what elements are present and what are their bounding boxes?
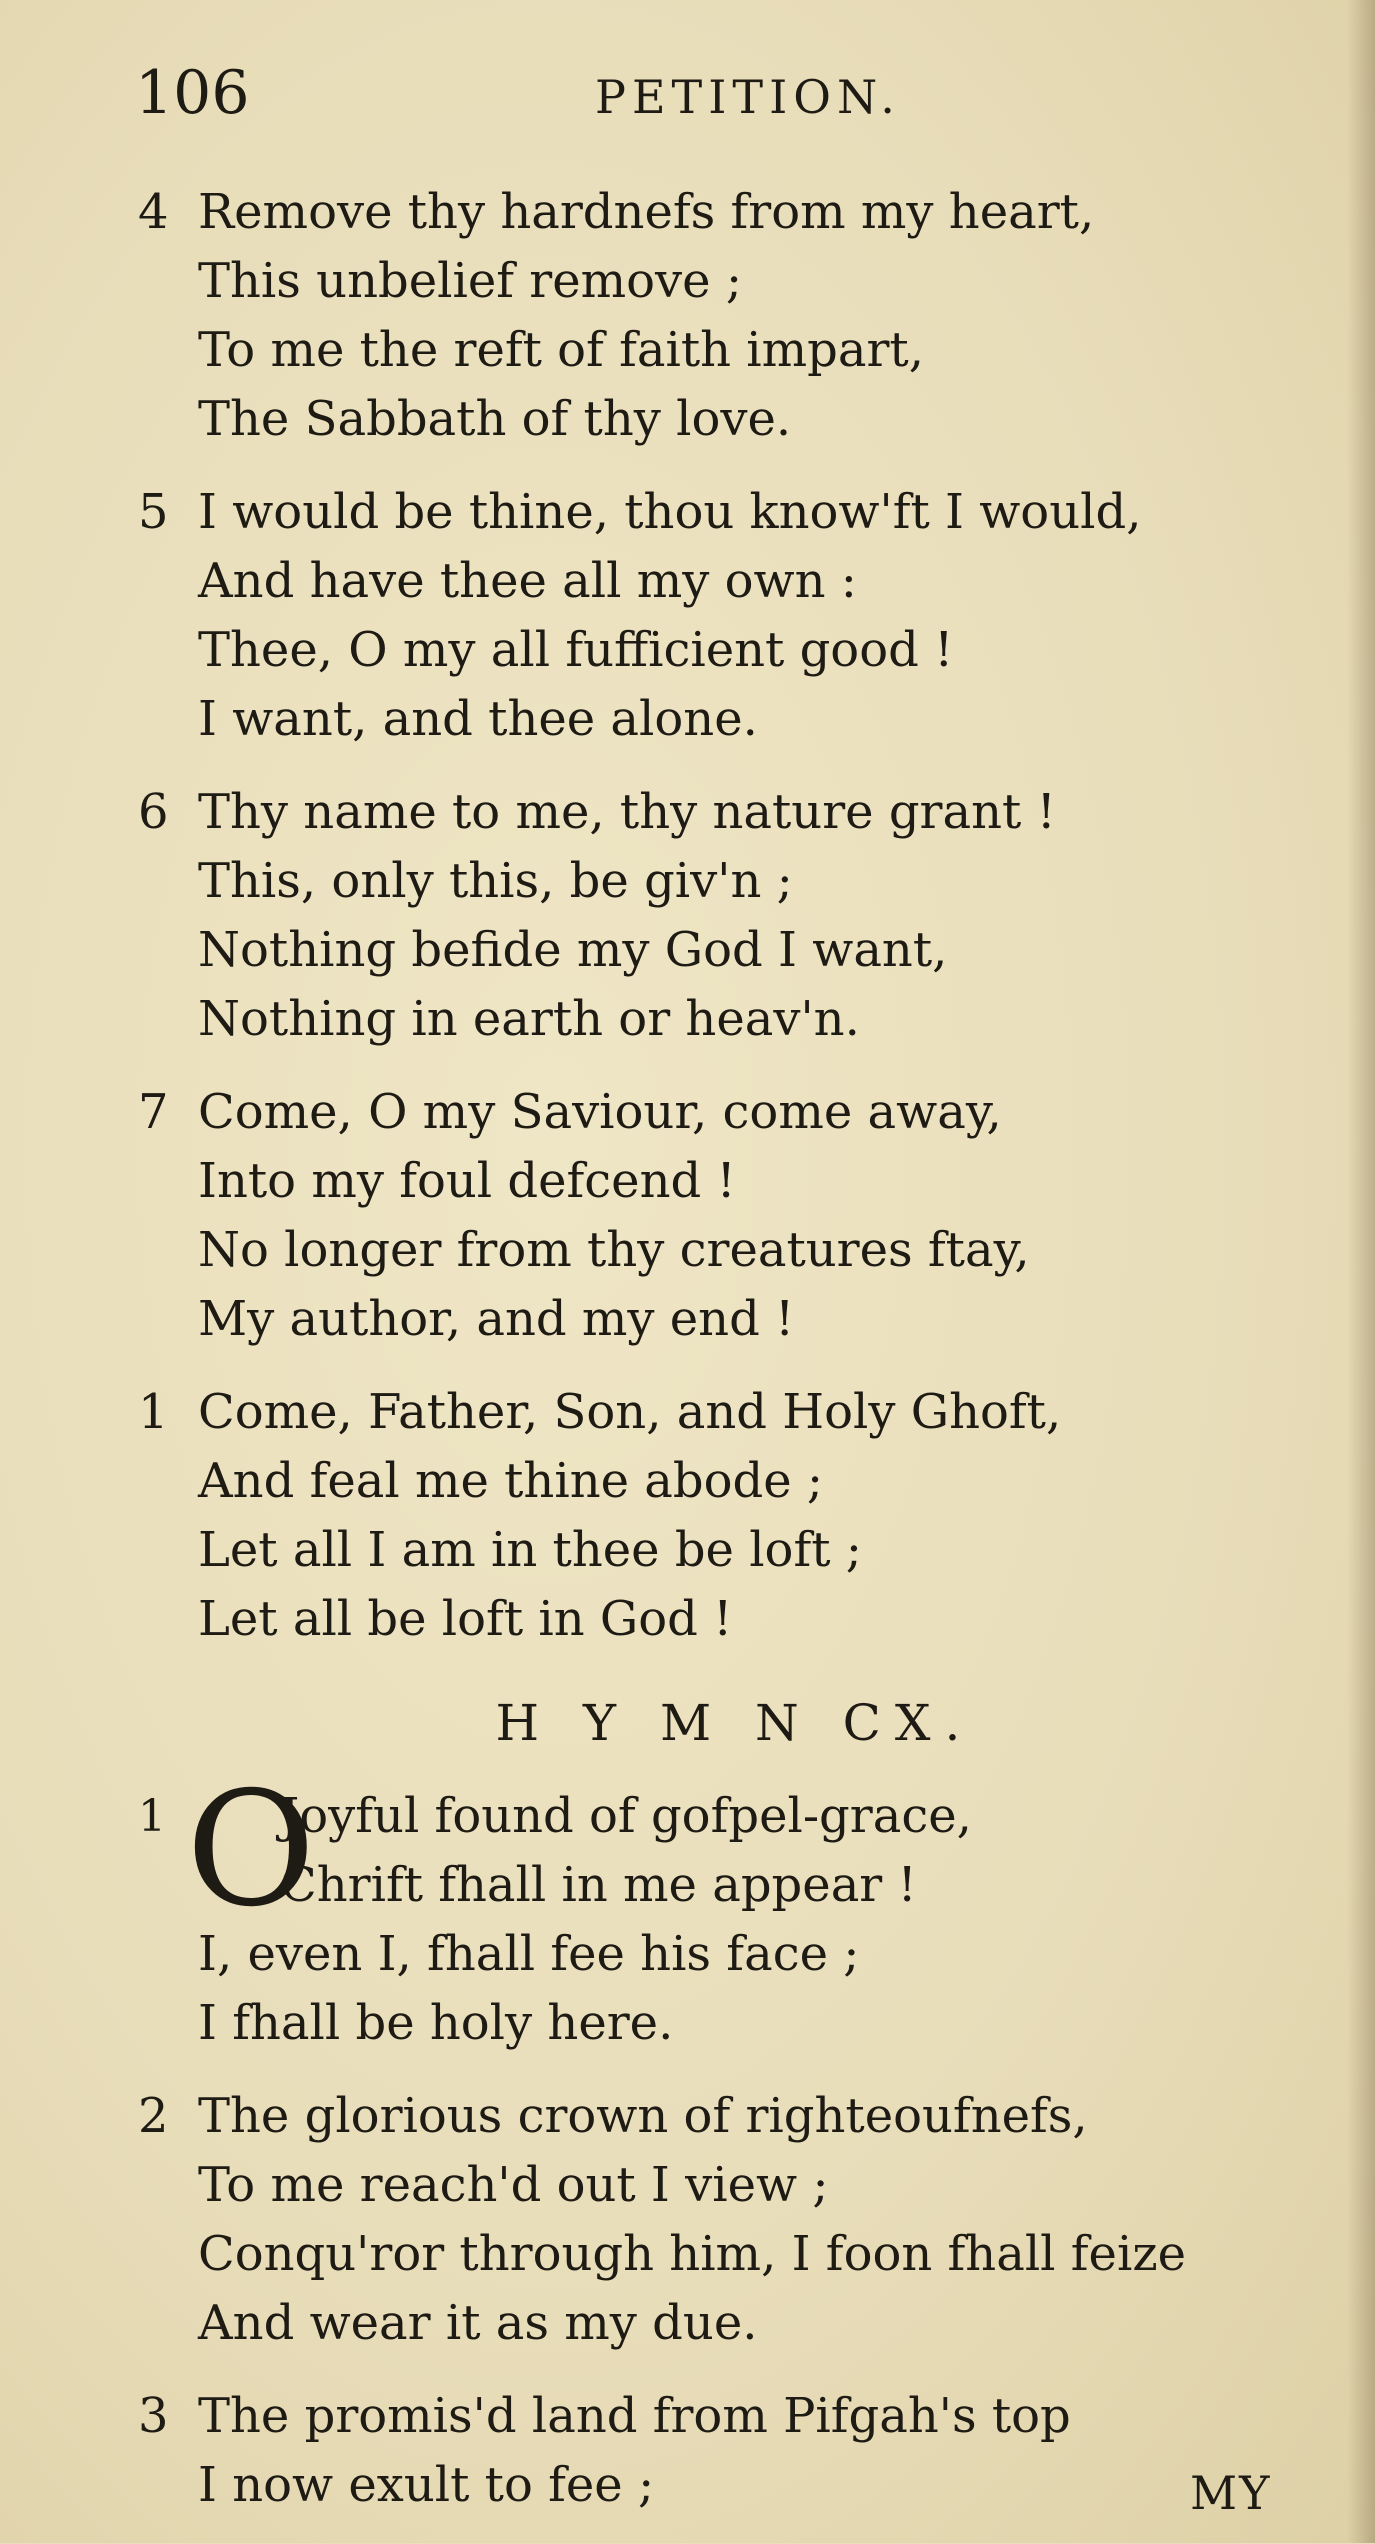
- stanza-number: 6: [138, 784, 169, 840]
- catchword: MY: [1190, 2466, 1272, 2520]
- verse-line: To me reach'd out I view ;: [198, 2157, 829, 2213]
- verse-line: The Sabbath of thy love.: [198, 391, 792, 447]
- verse-line: I now exult to fee ;: [198, 2457, 655, 2513]
- stanza-number: 2: [138, 2088, 169, 2144]
- verse-line: The promis'd land from Pifgah's top: [198, 2388, 1071, 2444]
- verse-line: This, only this, be giv'n ;: [198, 853, 793, 909]
- page-header: [135, 58, 1265, 138]
- stanza-number: 4: [138, 184, 169, 240]
- verse-line: Thee, O my all fufficient good !: [198, 622, 954, 678]
- verse-line: The glorious crown of righteoufnefs,: [198, 2088, 1088, 2144]
- stanza-7: [120, 1078, 1270, 1354]
- verse-line: Nothing in earth or heav'n.: [198, 991, 860, 1047]
- hymn-title: H Y M N CX.: [495, 1694, 975, 1752]
- stanza-number: 3: [138, 2388, 169, 2444]
- hymn-stanza-3: [120, 2382, 1270, 2520]
- stanza-4: [120, 178, 1270, 454]
- hymn-stanza-2: [120, 2082, 1270, 2358]
- verse-line: My author, and my end !: [198, 1291, 795, 1347]
- running-head: PETITION.: [595, 70, 901, 124]
- drop-cap: O: [186, 1758, 316, 1942]
- verse-line: And wear it as my due.: [198, 2295, 758, 2351]
- verse-line: Into my foul defcend !: [198, 1153, 736, 1209]
- stanza-number: 1: [138, 1384, 169, 1440]
- verse-line: Conqu'ror through him, I foon fhall feize: [198, 2226, 1187, 2282]
- verse-line: I would be thine, thou know'ft I would,: [198, 484, 1142, 540]
- verse-line: To me the reft of faith impart,: [198, 322, 924, 378]
- verse-line: Come, O my Saviour, come away,: [198, 1084, 1002, 1140]
- stanza-number: 1: [138, 1791, 166, 1842]
- stanza-5: [120, 478, 1270, 754]
- verse-line: Chrift fhall in me appear !: [280, 1857, 917, 1913]
- stanza-6: [120, 778, 1270, 1054]
- verse-line: And have thee all my own :: [198, 553, 857, 609]
- verse-line: This unbelief remove ;: [198, 253, 742, 309]
- verse-line: No longer from thy creatures ftay,: [198, 1222, 1030, 1278]
- verse-line: I fhall be holy here.: [198, 1995, 674, 2051]
- page-spine-shadow: [1347, 0, 1375, 2543]
- verse-line: I want, and thee alone.: [198, 691, 758, 747]
- verse-line: Thy name to me, thy nature grant !: [198, 784, 1056, 840]
- hymn-text: [120, 178, 1270, 2544]
- verse-line: And feal me thine abode ;: [198, 1453, 824, 1509]
- verse-line: Let all be loft in God !: [198, 1591, 733, 1647]
- verse-line: I, even I, fhall fee his face ;: [198, 1926, 860, 1982]
- stanza-number: 7: [138, 1084, 169, 1140]
- stanza-doxology: [120, 1378, 1270, 1654]
- hymn-stanza-1: [120, 1758, 1270, 2058]
- page-number: 106: [135, 58, 250, 128]
- verse-line: Come, Father, Son, and Holy Ghoft,: [198, 1384, 1062, 1440]
- verse-line: Joyful found of gofpel-grace,: [280, 1788, 972, 1844]
- verse-line: Let all I am in thee be loft ;: [198, 1522, 862, 1578]
- verse-line: Nothing befide my God I want,: [198, 922, 948, 978]
- verse-line: Remove thy hardnefs from my heart,: [198, 184, 1095, 240]
- stanza-number: 5: [138, 484, 169, 540]
